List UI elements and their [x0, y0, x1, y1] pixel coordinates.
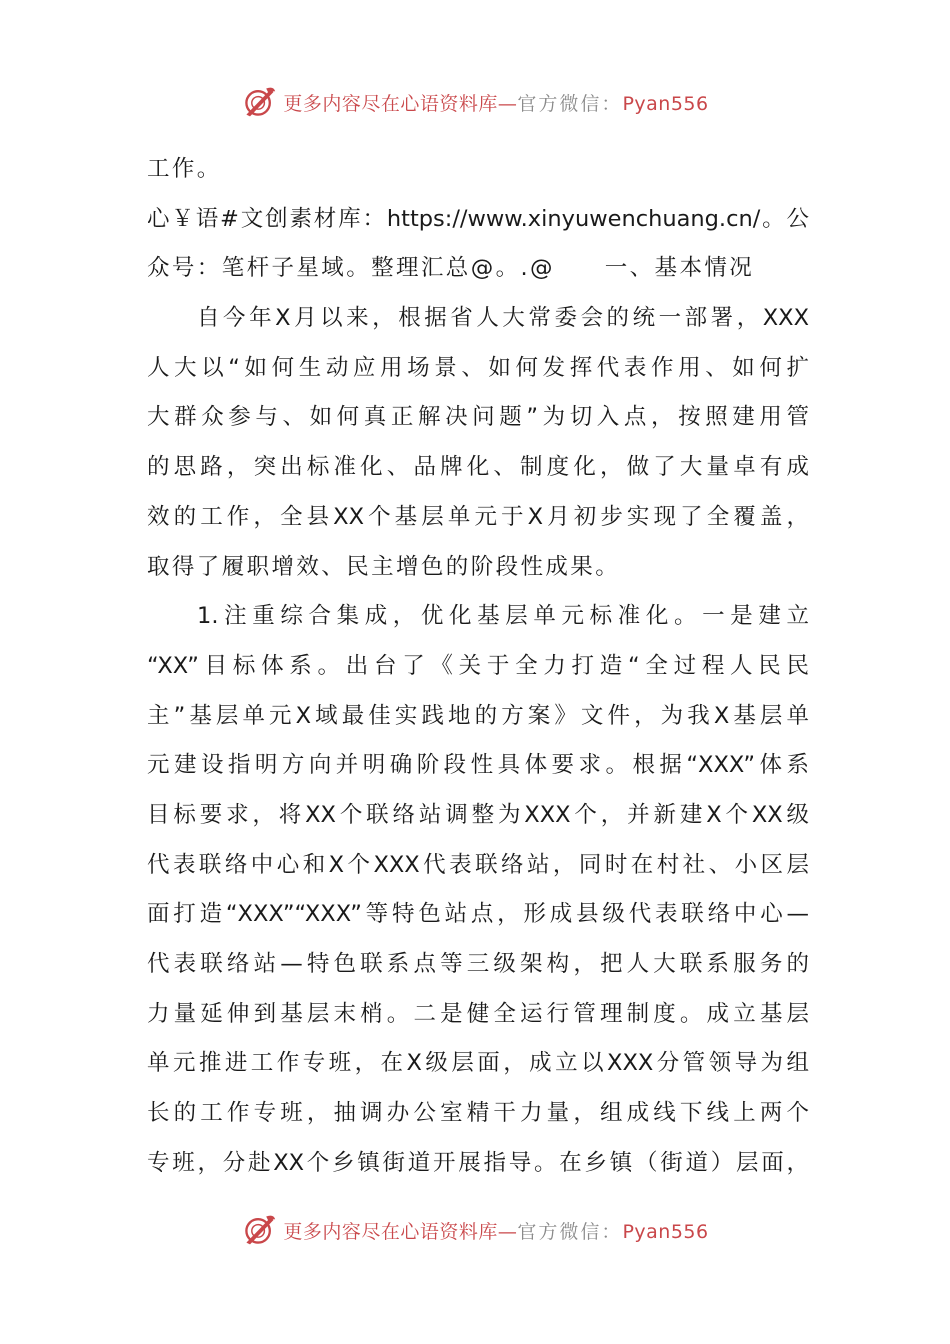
text-line: 元建设指明方向并明确阶段性具体要求。根据“XXX”体系 [147, 752, 809, 779]
text-line: 的思路，突出标准化、品牌化、制度化，做了大量卓有成 [147, 454, 809, 481]
banner-site-name: 更多内容尽在心语资料库 [283, 1220, 498, 1243]
text-line: 工作。 [147, 156, 222, 182]
banner-wechat-id: Pyan556 [622, 92, 709, 115]
text-line: 人大以“如何生动应用场景、如何发挥代表作用、如何扩 [147, 354, 809, 381]
banner-separator: — [497, 1220, 518, 1243]
text-line: 代表联络中心和X个XXX代表联络站，同时在村社、小区层 [147, 851, 809, 878]
text-line: 力量延伸到基层末梢。二是健全运行管理制度。成立基层 [147, 1000, 809, 1027]
text-line: 单元推进工作专班，在X级层面，成立以XXX分管领导为组 [147, 1050, 809, 1077]
text-line: “XX”目标体系。出台了《关于全力打造“全过程人民民 [147, 652, 809, 679]
banner-site-name: 更多内容尽在心语资料库 [283, 92, 498, 115]
text-line: 1.注重综合集成，优化基层单元标准化。一是建立 [197, 603, 809, 630]
banner-text [283, 89, 708, 116]
text-line: 主”基层单元X域最佳实践地的方案》文件，为我X基层单 [147, 702, 809, 729]
text-line: 面打造“XXX”“XXX”等特色站点，形成县级代表联络中心— [147, 901, 809, 928]
header-banner [0, 82, 950, 122]
quill-seal-icon [241, 1212, 277, 1248]
text-line: 众号：笔杆子星域。整理汇总@。.@ 一、基本情况 [147, 255, 755, 282]
banner-text [283, 1217, 708, 1244]
text-line: 大群众参与、如何真正解决问题”为切入点，按照建用管 [147, 404, 809, 431]
text-line: 取得了履职增效、民主增色的阶段性成果。 [147, 553, 621, 580]
banner-wechat-label: 官方微信： [517, 92, 623, 115]
banner-wechat-label: 官方微信： [517, 1220, 623, 1243]
text-line: 效的工作，全县XX个基层单元于X月初步实现了全覆盖， [147, 503, 809, 530]
banner-wechat-id: Pyan556 [622, 1220, 709, 1243]
text-line: 目标要求，将XX个联络站调整为XXX个，并新建X个XX级 [147, 801, 809, 828]
footer-banner [0, 1210, 950, 1250]
text-line: 专班，分赴XX个乡镇街道开展指导。在乡镇（街道）层面， [147, 1149, 809, 1176]
text-line: 长的工作专班，抽调办公室精干力量，组成线下线上两个 [147, 1100, 809, 1127]
text-line: 自今年X月以来，根据省人大常委会的统一部署，XXX [197, 305, 809, 332]
banner-separator: — [497, 92, 518, 115]
text-line: 代表联络站—特色联系点等三级架构，把人大联系服务的 [147, 951, 809, 977]
document-body [147, 145, 809, 1188]
text-line: 心￥语#文创素材库：https://www.xinyuwenchuang.cn/。公 [147, 205, 809, 232]
quill-seal-icon [241, 84, 277, 120]
